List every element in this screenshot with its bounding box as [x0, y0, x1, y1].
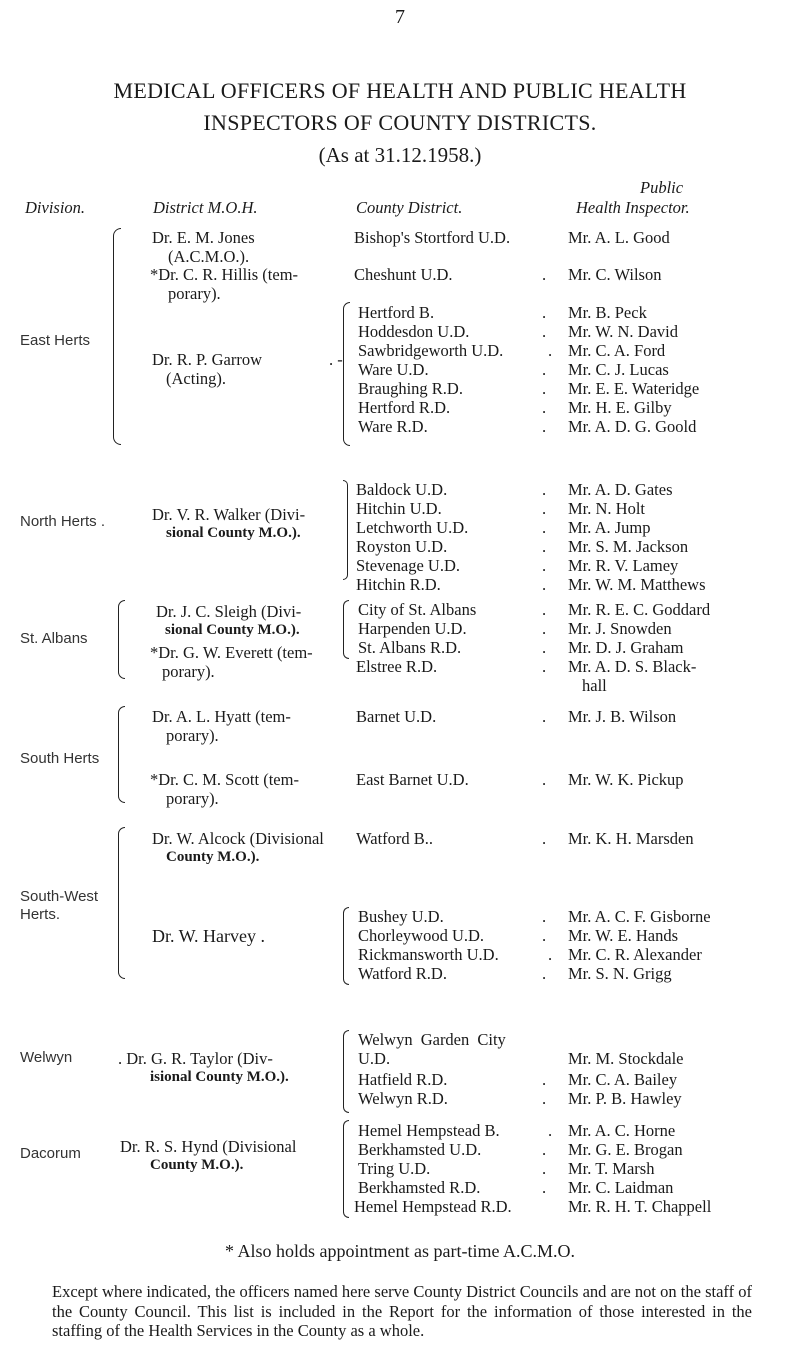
- moh-alcock-2: County M.O.).: [166, 849, 260, 865]
- inspector-marsden: Mr. K. H. Marsden: [568, 829, 694, 848]
- district-letchworth: Letchworth U.D.: [356, 518, 469, 537]
- district-rickmansworth: Rickmansworth U.D.: [358, 945, 499, 964]
- moh-walker-text: Dr. V. R. Walker (Divi-: [152, 505, 306, 524]
- leader-dot: .: [542, 1089, 547, 1108]
- district-sawbridgeworth: Sawbridgeworth U.D.: [358, 341, 504, 360]
- division-south-herts: South Herts: [20, 750, 100, 767]
- brace-walker-districts: [343, 480, 348, 580]
- brace-south-west-herts: [118, 827, 125, 979]
- district-tring: Tring U.D.: [358, 1159, 431, 1178]
- explanatory-paragraph: Except where indicated, the officers named here serve County District Councils and are not on the staff of the County Council. This list is included in the Report for the information of those interested in the staffing of the Health Services in the County as a whole.: [52, 1282, 752, 1340]
- division-st-albans: St. Albans: [20, 630, 88, 647]
- district-st-albans-rd: St. Albans R.D.: [358, 638, 462, 657]
- leader-dot: .: [542, 379, 547, 398]
- district-harpenden: Harpenden U.D.: [358, 619, 467, 638]
- district-east-barnet: East Barnet U.D.: [356, 770, 469, 789]
- district-city-st-albans: City of St. Albans: [358, 600, 477, 619]
- district-braughing: Braughing R.D.: [358, 379, 463, 398]
- leader-dot: .: [542, 1070, 547, 1089]
- inspector-hawley: Mr. P. B. Hawley: [568, 1089, 682, 1108]
- inspector-matthews: Mr. W. M. Matthews: [568, 575, 706, 594]
- moh-scott-2: porary).: [166, 789, 219, 808]
- district-hoddesdon: Hoddesdon U.D.: [358, 322, 470, 341]
- inspector-david: Mr. W. N. David: [568, 322, 679, 341]
- inspector-lamey: Mr. R. V. Lamey: [568, 556, 679, 575]
- leader-dot: .: [542, 638, 547, 657]
- leader-dot: .: [548, 1121, 553, 1140]
- district-royston: Royston U.D.: [356, 537, 448, 556]
- moh-everett: *Dr. G. W. Everett (tem-: [150, 643, 313, 662]
- leader-dot: .: [542, 1140, 547, 1159]
- leader-dot: .: [542, 964, 547, 983]
- leader-dot: .: [542, 537, 547, 556]
- division-east-herts: East Herts: [20, 332, 91, 349]
- inspector-holt: Mr. N. Holt: [568, 499, 646, 518]
- inspector-gilby: Mr. H. E. Gilby: [568, 398, 672, 417]
- brace-sleigh-districts: [343, 600, 349, 659]
- inspector-blackhall: Mr. A. D. S. Black-: [568, 657, 697, 676]
- district-stevenage: Stevenage U.D.: [356, 556, 461, 575]
- moh-hynd-2: County M.O.).: [150, 1157, 244, 1173]
- district-hemel-rd: Hemel Hempstead R.D.: [354, 1197, 512, 1216]
- district-watford-b: Watford B..: [356, 829, 434, 848]
- brace-garrow-districts: [343, 302, 350, 446]
- page-title-line-2: INSPECTORS OF COUNTY DISTRICTS.: [203, 110, 597, 135]
- inspector-blackhall-2: hall: [582, 676, 607, 695]
- moh-walker: [152, 505, 305, 524]
- leader-dot: .: [542, 770, 547, 789]
- division-south-west-herts-2: Herts.: [20, 906, 61, 923]
- leader-dot: .: [542, 360, 547, 379]
- inspector-graham: Mr. D. J. Graham: [568, 638, 684, 657]
- district-cheshunt: Cheshunt U.D.: [354, 265, 453, 284]
- leader-dot: .: [542, 518, 547, 537]
- inspector-jackson: Mr. S. M. Jackson: [568, 537, 689, 556]
- as-at-date: (As at 31.12.1958.): [318, 143, 482, 167]
- leader-dot: .: [548, 945, 553, 964]
- district-welwyn-garden-city: Welwyn Garden City: [358, 1030, 506, 1049]
- moh-jones: Dr. E. M. Jones: [152, 228, 255, 247]
- leader-dot: .: [542, 926, 547, 945]
- inspector-alexander: Mr. C. R. Alexander: [568, 945, 702, 964]
- inspector-brogan: Mr. G. E. Brogan: [568, 1140, 683, 1159]
- header-phi-line-1: Public: [640, 178, 684, 197]
- inspector-bailey: Mr. C. A. Bailey: [568, 1070, 678, 1089]
- inspector-goddard: Mr. R. E. C. Goddard: [568, 600, 711, 619]
- leader-dot: .: [548, 341, 553, 360]
- district-hatfield: Hatfield R.D.: [358, 1070, 448, 1089]
- inspector-hands: Mr. W. E. Hands: [568, 926, 679, 945]
- brace-taylor-districts: [343, 1030, 349, 1113]
- inspector-peck: Mr. B. Peck: [568, 303, 647, 322]
- inspector-stockdale: Mr. M. Stockdale: [568, 1049, 684, 1068]
- district-ware-ud: Ware U.D.: [358, 360, 429, 379]
- leader-dot: .: [542, 480, 547, 499]
- district-hitchin-rd: Hitchin R.D.: [356, 575, 441, 594]
- division-dacorum: Dacorum: [20, 1145, 81, 1162]
- leader-dot: .: [542, 575, 547, 594]
- inspector-lucas: Mr. C. J. Lucas: [568, 360, 669, 379]
- leader-dot: .: [542, 619, 547, 638]
- moh-hillis-2: porary).: [168, 284, 221, 303]
- moh-garrow-2: (Acting).: [166, 369, 227, 388]
- brace-hynd-districts: [343, 1120, 349, 1218]
- leader-dot: .: [542, 1178, 547, 1197]
- moh-taylor: . Dr. G. R. Taylor (Div-: [118, 1049, 273, 1068]
- inspector-gates: Mr. A. D. Gates: [568, 480, 673, 499]
- leader-dot: .: [542, 303, 547, 322]
- moh-garrow: Dr. R. P. Garrow: [152, 350, 262, 369]
- district-hertford-b: Hertford B.: [358, 303, 435, 322]
- inspector-wilson-c: Mr. C. Wilson: [568, 265, 662, 284]
- moh-alcock: Dr. W. Alcock (Divisional: [152, 829, 324, 848]
- header-division: Division.: [25, 198, 86, 217]
- leader-dot: .: [542, 556, 547, 575]
- brace-harvey-districts: [343, 907, 349, 985]
- moh-taylor-2: isional County M.O.).: [150, 1069, 289, 1085]
- district-chorleywood: Chorleywood U.D.: [358, 926, 485, 945]
- inspector-goold: Mr. A. D. G. Goold: [568, 417, 697, 436]
- district-hemel-b: Hemel Hempstead B.: [358, 1121, 500, 1140]
- moh-garrow-leader: . -: [329, 350, 343, 369]
- inspector-marsh: Mr. T. Marsh: [568, 1159, 655, 1178]
- division-welwyn: Welwyn: [20, 1049, 73, 1066]
- moh-walker-2: sional County M.O.).: [166, 525, 301, 541]
- district-welwyn-gc-ud: U.D.: [358, 1049, 391, 1068]
- district-hitchin-ud: Hitchin U.D.: [356, 499, 442, 518]
- inspector-jump: Mr. A. Jump: [568, 518, 651, 537]
- page-number: 7: [395, 6, 405, 28]
- leader-dot: .: [542, 398, 547, 417]
- division-north-herts: North Herts .: [20, 513, 106, 530]
- moh-hynd: Dr. R. S. Hynd (Divisional: [120, 1137, 297, 1156]
- moh-hyatt: Dr. A. L. Hyatt (tem-: [152, 707, 291, 726]
- brace-st-albans: [118, 600, 125, 679]
- moh-sleigh-2: sional County M.O.).: [165, 622, 300, 638]
- leader-dot: .: [542, 1159, 547, 1178]
- inspector-snowden: Mr. J. Snowden: [568, 619, 672, 638]
- inspector-gisborne: Mr. A. C. F. Gisborne: [568, 907, 711, 926]
- district-bishops-stortford: Bishop's Stortford U.D.: [354, 228, 511, 247]
- brace-east-herts: [113, 228, 121, 445]
- inspector-wateridge: Mr. E. E. Wateridge: [568, 379, 700, 398]
- brace-south-herts: [118, 706, 125, 803]
- moh-sleigh: Dr. J. C. Sleigh (Divi-: [156, 602, 302, 621]
- division-south-west-herts-1: South-West: [20, 888, 99, 905]
- inspector-pickup: Mr. W. K. Pickup: [568, 770, 684, 789]
- moh-scott: *Dr. C. M. Scott (tem-: [150, 770, 299, 789]
- district-bushey: Bushey U.D.: [358, 907, 444, 926]
- inspector-laidman: Mr. C. Laidman: [568, 1178, 674, 1197]
- header-county-district: County District.: [356, 198, 463, 217]
- page-title-line-1: MEDICAL OFFICERS OF HEALTH AND PUBLIC HEALTH: [113, 78, 687, 103]
- inspector-wilson-jb: Mr. J. B. Wilson: [568, 707, 677, 726]
- leader-dot: .: [542, 499, 547, 518]
- moh-harvey: Dr. W. Harvey .: [152, 926, 265, 946]
- inspector-grigg: Mr. S. N. Grigg: [568, 964, 672, 983]
- leader-dot: .: [542, 265, 547, 284]
- leader-dot: .: [542, 657, 547, 676]
- leader-dot: .: [542, 600, 547, 619]
- district-watford-rd: Watford R.D.: [358, 964, 447, 983]
- district-ware-rd: Ware R.D.: [358, 417, 428, 436]
- leader-dot: .: [542, 417, 547, 436]
- district-baldock: Baldock U.D.: [356, 480, 448, 499]
- district-hertford-rd: Hertford R.D.: [358, 398, 451, 417]
- moh-hillis: *Dr. C. R. Hillis (tem-: [150, 265, 299, 284]
- inspector-good: Mr. A. L. Good: [568, 228, 670, 247]
- district-berkhamsted-rd: Berkhamsted R.D.: [358, 1178, 481, 1197]
- leader-dot: .: [542, 907, 547, 926]
- district-welwyn-rd: Welwyn R.D.: [358, 1089, 448, 1108]
- district-elstree: Elstree R.D.: [356, 657, 438, 676]
- leader-dot: .: [542, 322, 547, 341]
- header-phi-line-2: Health Inspector.: [576, 198, 690, 217]
- header-district-moh: District M.O.H.: [153, 198, 258, 217]
- inspector-horne: Mr. A. C. Horne: [568, 1121, 676, 1140]
- district-berkhamsted-ud: Berkhamsted U.D.: [358, 1140, 482, 1159]
- district-barnet: Barnet U.D.: [356, 707, 437, 726]
- moh-everett-2: porary).: [162, 662, 215, 681]
- moh-hyatt-2: porary).: [166, 726, 219, 745]
- moh-jones-title: (A.C.M.O.).: [168, 247, 250, 266]
- leader-dot: .: [542, 707, 547, 726]
- inspector-ford: Mr. C. A. Ford: [568, 341, 666, 360]
- inspector-chappell: Mr. R. H. T. Chappell: [568, 1197, 712, 1216]
- footnote: * Also holds appointment as part-time A.C.M.O.: [225, 1241, 575, 1261]
- leader-dot: .: [542, 829, 547, 848]
